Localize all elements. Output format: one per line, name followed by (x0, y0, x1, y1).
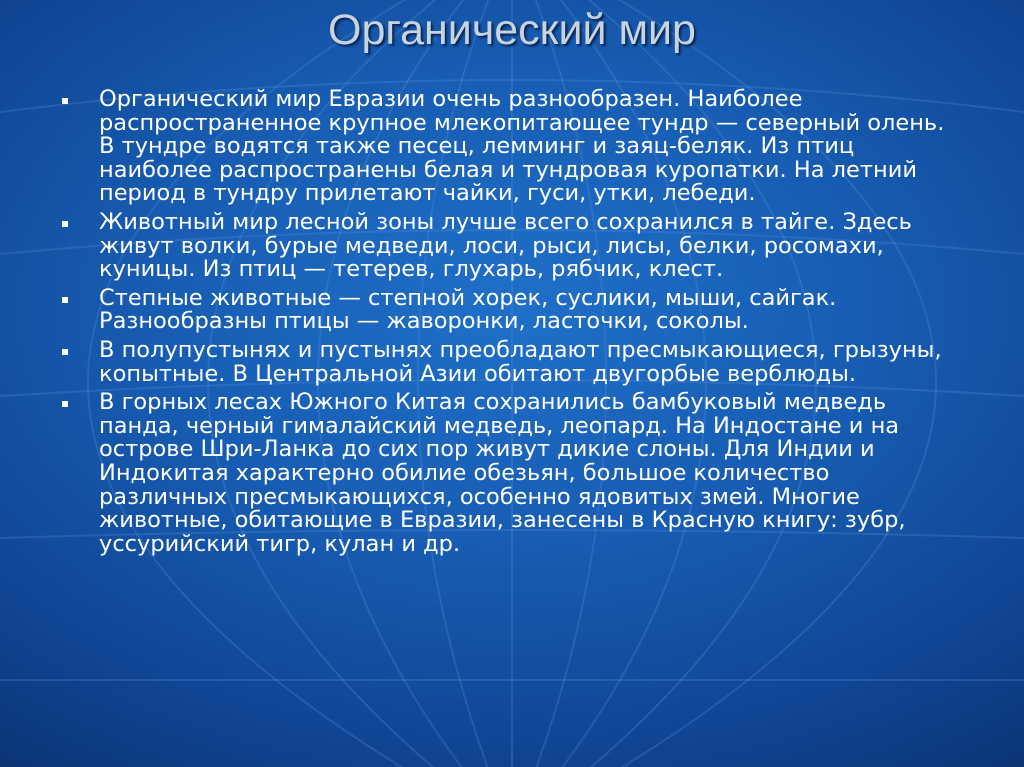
square-bullet-icon (62, 401, 68, 407)
bullet-item (58, 284, 964, 335)
bullet-list (58, 88, 964, 561)
bullet-item (58, 208, 964, 283)
bullet-text: Животный мир лесной зоны лучше всего сохранился в тайге. Здесь живут волки, бурые медведи, лоси, рыси, лисы, белки, росомахи, куницы. Из птиц — тетерев, глухарь, рябчик, клест. (99, 208, 912, 283)
square-bullet-icon (62, 221, 68, 227)
square-bullet-icon (62, 98, 68, 104)
bullet-item (58, 88, 964, 206)
bullet-text: Степные животные — степной хорек, суслики, мыши, сайгак. Разнообразны птицы — жаворонки, ласточки, соколы. (99, 284, 837, 335)
slide-title: Органический мир (328, 6, 696, 54)
square-bullet-icon (62, 349, 68, 355)
bullet-text: Органический мир Евразии очень разнообразен. Наиболее распространенное крупное млекопитающее тундр — северный олень. В тундре водятся также песец, лемминг и заяц-беляк. Из птиц наиболее распространены белая и тундровая куропатки. На летний период в тундру прилетают чайки, гуси, утки, лебеди. (99, 86, 945, 207)
bullet-text: В горных лесах Южного Китая сохранились бамбуковый медведь панда, черный гималайский медведь, леопард. На Индостане и на острове Шри-Ланка до сих пор живут дикие слоны. Для Индии и Индокитая характерно обилие обезьян, большое количество различных пресмыкающихся, особенно ядовитых змей. Многие животные, обитающие в Евразии, занесены в Красную книгу: зубр, уссурийский тигр, кулан и др. (99, 389, 906, 557)
bullet-text: В полупустынях и пустынях преобладают пресмыкающиеся, грызуны, копытные. В Центральной Азии обитают двугорбые верблюды. (99, 336, 942, 387)
square-bullet-icon (62, 297, 68, 303)
bullet-item (58, 391, 964, 556)
bullet-item (58, 336, 964, 387)
